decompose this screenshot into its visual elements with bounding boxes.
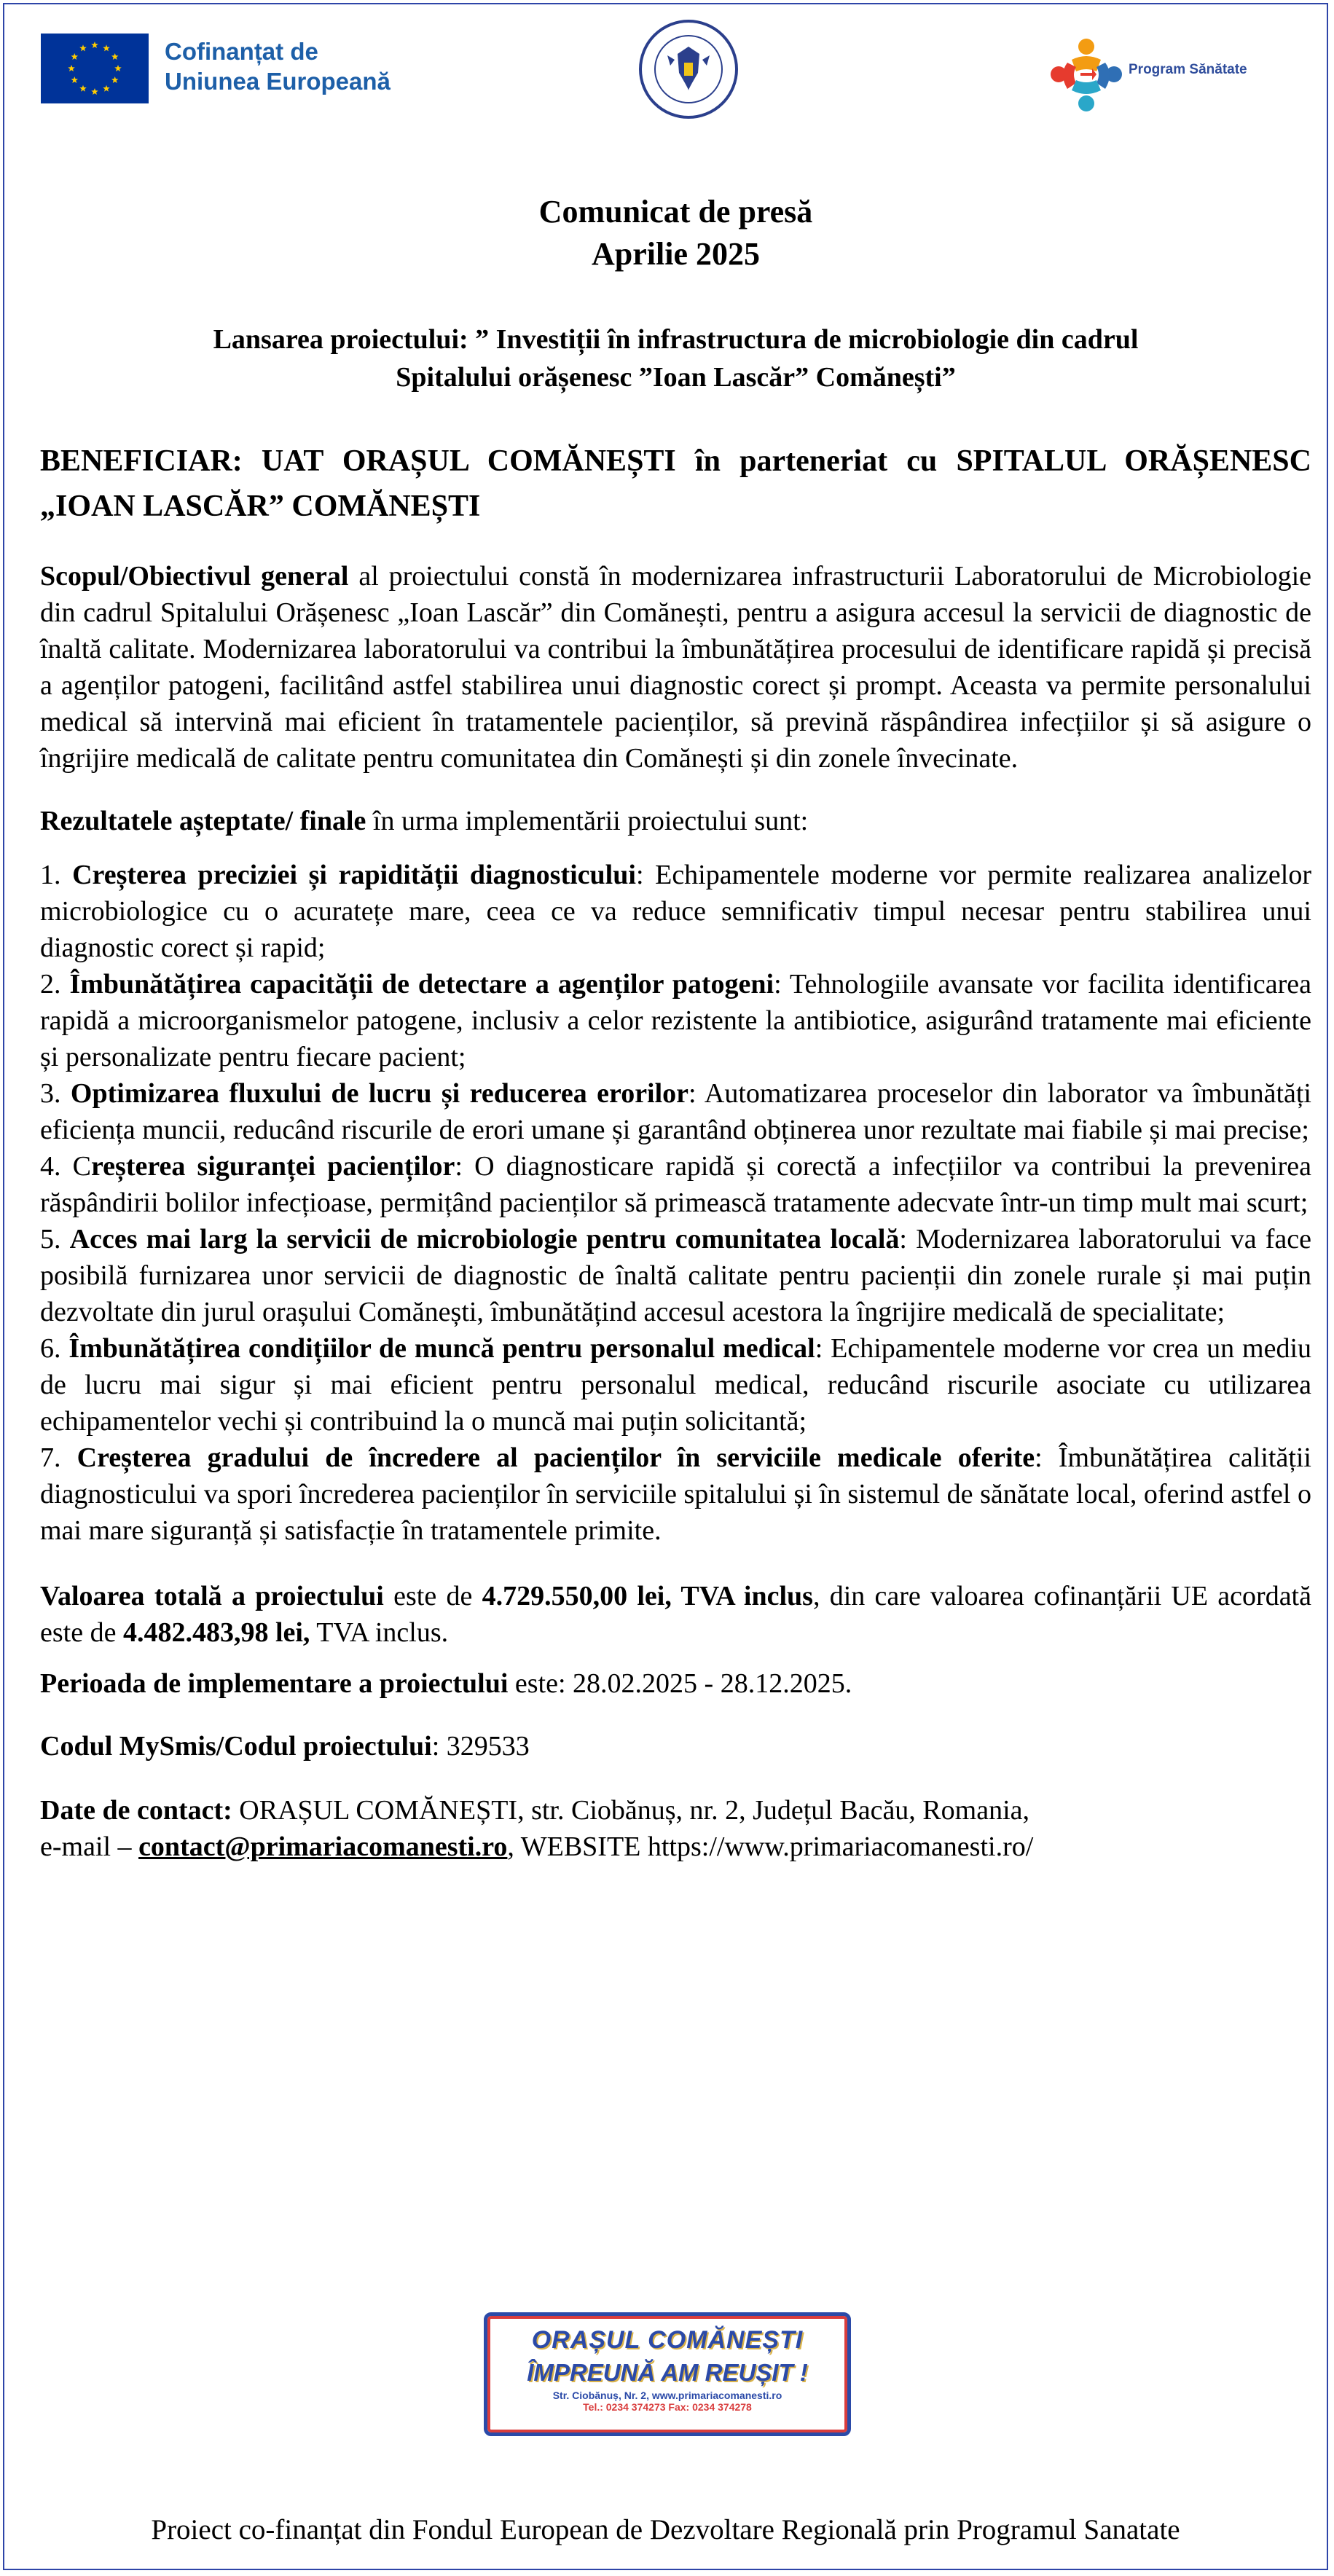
result-number: 2. — [40, 969, 70, 1000]
footer-text: Proiect co-finanțat din Fondul European de Dezvoltare Regională prin Programul Sanatate — [151, 2514, 1180, 2545]
contact-line2 — [40, 1829, 1311, 1865]
result-text: : Automatizarea proceselor din laborator va îmbunătăți eficiența muncii, reducând riscurile de erori umane și garantând obținerea unor rezultate mai fiabile și mai precise; — [40, 1078, 1311, 1145]
project-subtitle — [40, 321, 1311, 396]
result-number: 6. — [40, 1333, 69, 1364]
result-number: 1. — [40, 860, 73, 890]
result-text: : O diagnosticare rapidă și corectă a infecțiilor va contribui la prevenirea răspândirii bolilor infecțioase, permițând pacienților să primească tratamente adecvate într-un timp mult mai scurt; — [40, 1151, 1311, 1218]
result-text: : Îmbunătățirea calității diagnosticului va spori încrederea pacienților în serviciile spitalului și în sistemul de sănătate local, oferind astfel o mai mare siguranță și satisfacție în tratamentele primite. — [40, 1442, 1311, 1546]
contact-lead: Date de contact: — [40, 1795, 232, 1826]
people-circle-icon — [1043, 31, 1130, 118]
value-end: TVA inclus. — [310, 1617, 449, 1648]
stamp-line3: Str. Ciobănuș, Nr. 2, www.primariacomanesti.ro — [552, 2390, 782, 2401]
code-text: : 329533 — [431, 1731, 530, 1762]
contact-line1 — [40, 1792, 1311, 1829]
result-title: Îmbunătățirea capacității de detectare a agenților patogeni — [69, 969, 774, 1000]
subtitle-line1: Lansarea proiectului: ” Investiții în infrastructura de microbiologie din cadrul — [213, 324, 1139, 355]
scope-text: al proiectului constă în modernizarea infrastructurii Laboratorului de Microbiologie din cadrul Spitalului Orășenesc „Ioan Lascăr” din Comănești, pentru a asigura accesul la servicii de diagnostic de înaltă calitate. Modernizarea laboratorului va contribui la îmbunătățirea procesului de identificare rapidă și precisă a agenților patogeni, facilitând astfel stabilirea unui diagnostic corect și prompt. Aceasta va permite personalului medical să intervină mai eficient în tratamentele pacienților, să prevină răspândirea infecțiilor și să asigure o îngrijire medicală de calitate pentru comunitatea din Comănești și din zonele învecinate. — [40, 561, 1311, 774]
city-stamp-logo — [484, 2312, 851, 2436]
code-lead: Codul MySmis/Codul proiectului — [40, 1731, 432, 1762]
result-text: : Tehnologiile avansate vor facilita identificarea rapidă a microorganismelor patogene, inclusiv a celor rezistente la antibiotice, asigurând tratamente mai eficiente și personalizate pentru fiecare pacient; — [40, 969, 1312, 1072]
contact-website: , WEBSITE https://www.primariacomanesti.ro/ — [507, 1831, 1034, 1862]
program-sanatate-logo — [1043, 31, 1276, 118]
project-value-paragraph — [40, 1578, 1311, 1651]
title-line2: Aprilie 2025 — [592, 236, 760, 272]
eu-cofunding-logo — [41, 31, 405, 103]
result-title: Creșterea preciziei și rapidității diagnosticului — [72, 860, 636, 890]
result-title: Optimizarea fluxului de lucru și reducerea erorilor — [70, 1078, 689, 1109]
title-line1: Comunicat de presă — [538, 194, 813, 229]
stamp-line4: Tel.: 0234 374273 Fax: 0234 374278 — [583, 2401, 752, 2413]
eu-logo-line1: Cofinanțat de — [165, 38, 318, 65]
value-eu: 4.482.483,98 lei, — [122, 1617, 310, 1648]
contact-info — [40, 1792, 1311, 1865]
page-title — [40, 191, 1311, 275]
result-text: : Modernizarea laboratorului va face posibilă furnizarea unor servicii de diagnostic de înaltă calitate pentru pacienții din zonele rurale și mai puțin dezvoltate din jurul orașului Comănești, îmbunătățind accesul acestora la îngrijire medicală de specialitate; — [40, 1224, 1311, 1327]
value-lead: Valoarea totală a proiectului — [40, 1581, 384, 1611]
romanian-government-seal-icon — [638, 19, 739, 119]
result-title: reșterea siguranței pacienților — [90, 1151, 455, 1182]
press-release-body — [40, 191, 1311, 1865]
value-mid2: , din care valoarea cofinanțării UE acordată este de — [40, 1581, 1311, 1648]
result-number: 7. — [40, 1442, 77, 1473]
list-item — [40, 1148, 1311, 1221]
contact-email-link[interactable]: contact@primariacomanesti.ro — [138, 1831, 508, 1862]
value-mid: este de — [383, 1581, 482, 1611]
scope-lead: Scopul/Obiectivul general — [40, 561, 349, 592]
list-item — [40, 1440, 1311, 1549]
result-number: 3. — [40, 1078, 71, 1109]
period-lead: Perioada de implementare a proiectului — [40, 1668, 509, 1699]
result-number: 5. — [40, 1224, 70, 1254]
stamp-line2: ÎMPREUNĂ AM REUȘIT ! — [527, 2359, 808, 2386]
result-title: Creșterea gradului de încredere al pacienților în serviciile medicale oferite — [76, 1442, 1035, 1473]
results-intro — [40, 803, 1311, 839]
stamp-line1: ORAȘUL COMĂNEȘTI — [531, 2326, 804, 2354]
value-total: 4.729.550,00 lei, TVA inclus — [482, 1581, 813, 1611]
eu-logo-text — [165, 36, 391, 96]
header-logos — [4, 4, 1327, 150]
list-item — [40, 1330, 1311, 1440]
program-logo-label: Program Sănătate — [1129, 62, 1247, 77]
scope-paragraph — [40, 558, 1311, 777]
result-title: Acces mai larg la servicii de microbiologie pentru comunitatea locală — [69, 1224, 900, 1254]
eu-flag-icon — [41, 34, 149, 103]
result-text: : Echipamentele moderne vor permite realizarea analizelor microbiologice cu o acuratețe mare, ceea ce va reduce semnificativ timpul necesar pentru stabilirea unui diagnostic corect și rapid; — [40, 860, 1311, 963]
result-title: Îmbunătățirea condițiilor de muncă pentru personalul medical — [68, 1333, 815, 1364]
list-item — [40, 857, 1311, 966]
result-number: 4. C — [40, 1151, 91, 1182]
contact-address: ORAȘUL COMĂNEȘTI, str. Ciobănuș, nr. 2, Județul Bacău, Romania, — [232, 1795, 1030, 1826]
results-lead: Rezultatele așteptate/ finale — [40, 806, 366, 836]
project-code — [40, 1728, 1311, 1764]
email-prefix: e-mail – — [40, 1831, 139, 1862]
results-intro-text: în urma implementării proiectului sunt: — [366, 806, 809, 836]
period-text: este: 28.02.2025 - 28.12.2025. — [508, 1668, 852, 1699]
subtitle-line2: Spitalului orășenesc ”Ioan Lascăr” Comănești” — [396, 362, 956, 393]
document-page — [3, 3, 1328, 2570]
list-item — [40, 1075, 1311, 1148]
beneficiary-heading: BENEFICIAR: UAT ORAȘUL COMĂNEȘTI în parteneriat cu SPITALUL ORĂȘENESC „IOAN LASCĂR” COMĂNEȘTI — [40, 444, 1311, 523]
results-list — [40, 857, 1311, 1549]
implementation-period — [40, 1665, 1311, 1702]
list-item — [40, 966, 1311, 1075]
list-item — [40, 1221, 1311, 1330]
eu-logo-line2: Uniunea Europeană — [165, 68, 391, 95]
result-text: : Echipamentele moderne vor crea un mediu de lucru mai sigur și mai eficient pentru personalul medical, reducând riscurile asociate cu utilizarea echipamentelor vechi și contribuind la o muncă mai puțin solicitantă; — [40, 1333, 1312, 1437]
